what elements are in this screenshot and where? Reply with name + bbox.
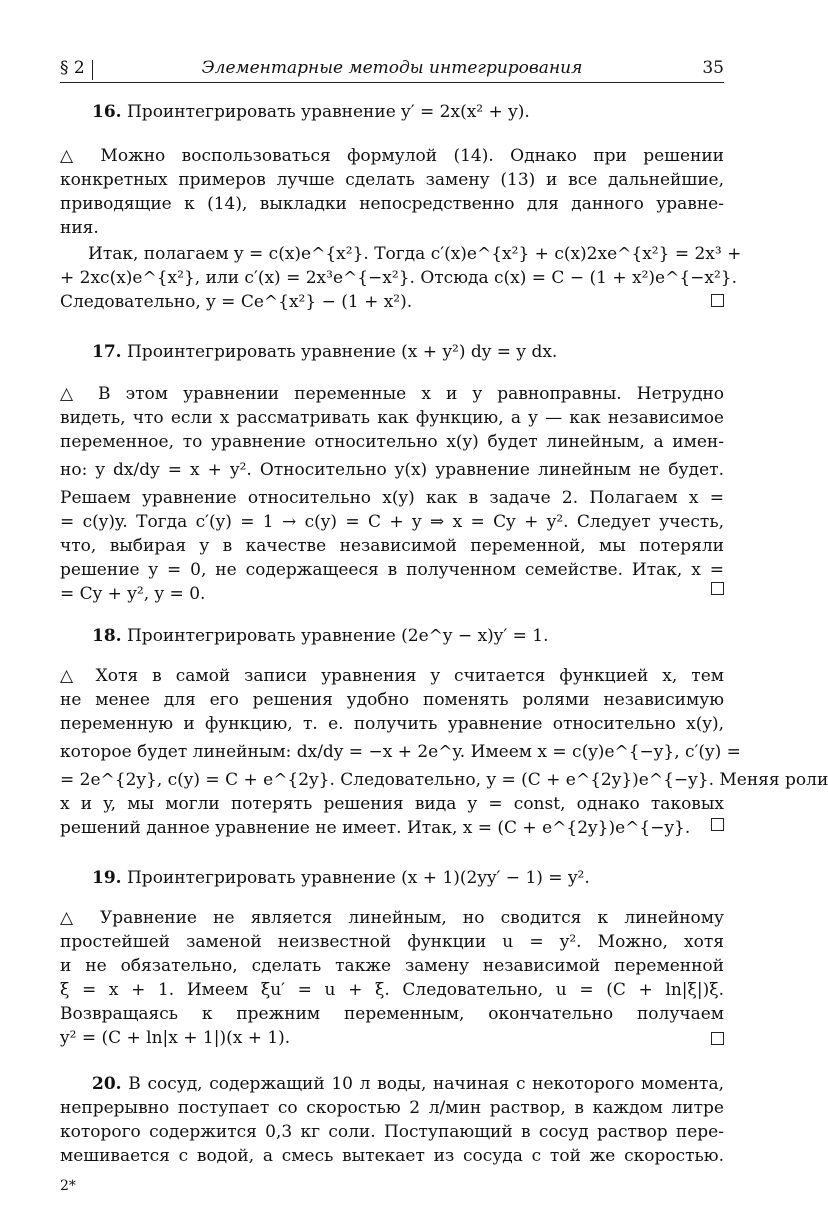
problem-text: В сосуд, содержащий 10 л воды, начиная с некоторого момента, bbox=[128, 1074, 725, 1094]
solution-line: но: y dx/dy = x + y². Относительно y(x) уравнение линейным не будет. bbox=[60, 460, 724, 480]
solution-line: решение y = 0, не содержащееся в полученном семействе. Итак, x = bbox=[60, 560, 724, 580]
problem-number: 16. bbox=[92, 102, 122, 122]
problem-text-line: которого содержится 0,3 кг соли. Поступающий в сосуд раствор пере- bbox=[60, 1122, 724, 1142]
solution-line: △ Можно воспользоваться формулой (14). Однако при решении bbox=[60, 146, 724, 166]
solution-line: и не обязательно, сделать также замену независимой переменной bbox=[60, 956, 724, 976]
problem-text: Проинтегрировать уравнение y′ = 2x(x² + y). bbox=[126, 102, 530, 122]
solution-line: Следовательно, y = Ce^{x²} − (1 + x²). bbox=[60, 292, 413, 312]
problem-20-statement bbox=[60, 1072, 724, 1168]
problem-number: 20. bbox=[92, 1074, 122, 1094]
problem-number: 19. bbox=[92, 868, 122, 888]
solution-line: ξ = x + 1. Имеем ξu′ = u + ξ. Следовательно, u = (C + ln|ξ|)ξ. bbox=[60, 980, 724, 1000]
problem-17-statement bbox=[60, 340, 724, 364]
solution-line: конкретных примеров лучше сделать замену (13) и все дальнейшие, bbox=[60, 170, 724, 190]
solution-line: что, выбирая y в качестве независимой переменной, мы потеряли bbox=[60, 536, 724, 556]
solution-line: Итак, полагаем y = c(x)e^{x²}. Тогда c′(x)e^{x²} + c(x)2xe^{x²} = 2x³ + bbox=[88, 244, 742, 264]
solution-line: видеть, что если x рассматривать как функцию, а y — как независимое bbox=[60, 408, 724, 428]
solution-line: Возвращаясь к прежним переменным, окончательно получаем bbox=[60, 1004, 724, 1024]
problem-19-solution bbox=[60, 906, 724, 1050]
solution-line: ния. bbox=[60, 218, 99, 238]
problem-number: 18. bbox=[92, 626, 122, 646]
solution-line: = 2e^{2y}, c(y) = C + e^{2y}. Следовательно, y = (C + e^{2y})e^{−y}. Меняя роли bbox=[60, 770, 828, 790]
solution-line: + 2xc(x)e^{x²}, или c′(x) = 2x³e^{−x²}. Отсюда c(x) = C − (1 + x²)e^{−x²}. bbox=[60, 268, 738, 288]
solution-line: y² = (C + ln|x + 1|)(x + 1). bbox=[60, 1028, 291, 1048]
qed-square-icon bbox=[711, 294, 724, 307]
solution-line: переменное, то уравнение относительно x(y) будет линейным, а имен- bbox=[60, 432, 724, 452]
solution-line: = c(y)y. Тогда c′(y) = 1 → c(y) = C + y ⇒ x = Cy + y². Следует учесть, bbox=[60, 512, 724, 532]
solution-line: которое будет линейным: dx/dy = −x + 2e^y. Имеем x = c(y)e^{−y}, c′(y) = bbox=[60, 742, 741, 762]
solution-line: x и y, мы могли потерять решения вида y = const, однако таковых bbox=[60, 794, 724, 814]
problem-text-line: непрерывно поступает со скоростью 2 л/мин раствор, в каждом литре bbox=[60, 1098, 724, 1118]
solution-line: △ В этом уравнении переменные x и y равноправны. Нетрудно bbox=[60, 384, 724, 404]
problem-text: Проинтегрировать уравнение (2e^y − x)y′ = 1. bbox=[126, 626, 549, 646]
solution-line: не менее для его решения удобно поменять ролями независимую bbox=[60, 690, 724, 710]
qed-square-icon bbox=[711, 818, 724, 831]
problem-16-solution bbox=[60, 144, 742, 314]
problem-17-solution bbox=[60, 382, 724, 606]
problem-text-line bbox=[60, 1072, 724, 1096]
signature-mark: 2* bbox=[60, 1178, 76, 1194]
page-number: 35 bbox=[702, 58, 724, 78]
solution-line: переменную и функцию, т. е. получить уравнение относительно x(y), bbox=[60, 714, 724, 734]
chapter-title: Элементарные методы интегрирования bbox=[201, 58, 583, 78]
problem-text-line: мешивается с водой, а смесь вытекает из сосуда с той же скоростью. bbox=[60, 1146, 724, 1166]
problem-19-statement bbox=[60, 866, 724, 890]
solution-line: простейшей заменой неизвестной функции u = y². Можно, хотя bbox=[60, 932, 724, 952]
problem-number: 17. bbox=[92, 342, 122, 362]
problem-18-statement bbox=[60, 624, 724, 648]
solution-line: Решаем уравнение относительно x(y) как в задаче 2. Полагаем x = bbox=[60, 488, 724, 508]
running-header bbox=[60, 56, 724, 83]
problem-16-statement bbox=[60, 100, 724, 124]
solution-line: решений данное уравнение не имеет. Итак, x = (C + e^{2y})e^{−y}. bbox=[60, 818, 691, 838]
solution-line: приводящие к (14), выкладки непосредственно для данного уравне- bbox=[60, 194, 724, 214]
section-mark: § 2 bbox=[60, 58, 85, 78]
problem-18-solution bbox=[60, 664, 828, 840]
solution-line: △ Хотя в самой записи уравнения y считается функцией x, тем bbox=[60, 666, 724, 686]
qed-square-icon bbox=[711, 582, 724, 595]
qed-square-icon bbox=[711, 1032, 724, 1045]
problem-text: Проинтегрировать уравнение (x + 1)(2yy′ − 1) = y². bbox=[126, 868, 590, 888]
solution-line: = Cy + y², y = 0. bbox=[60, 584, 206, 604]
solution-line: △ Уравнение не является линейным, но сводится к линейному bbox=[60, 908, 724, 928]
problem-text: Проинтегрировать уравнение (x + y²) dy = y dx. bbox=[126, 342, 558, 362]
